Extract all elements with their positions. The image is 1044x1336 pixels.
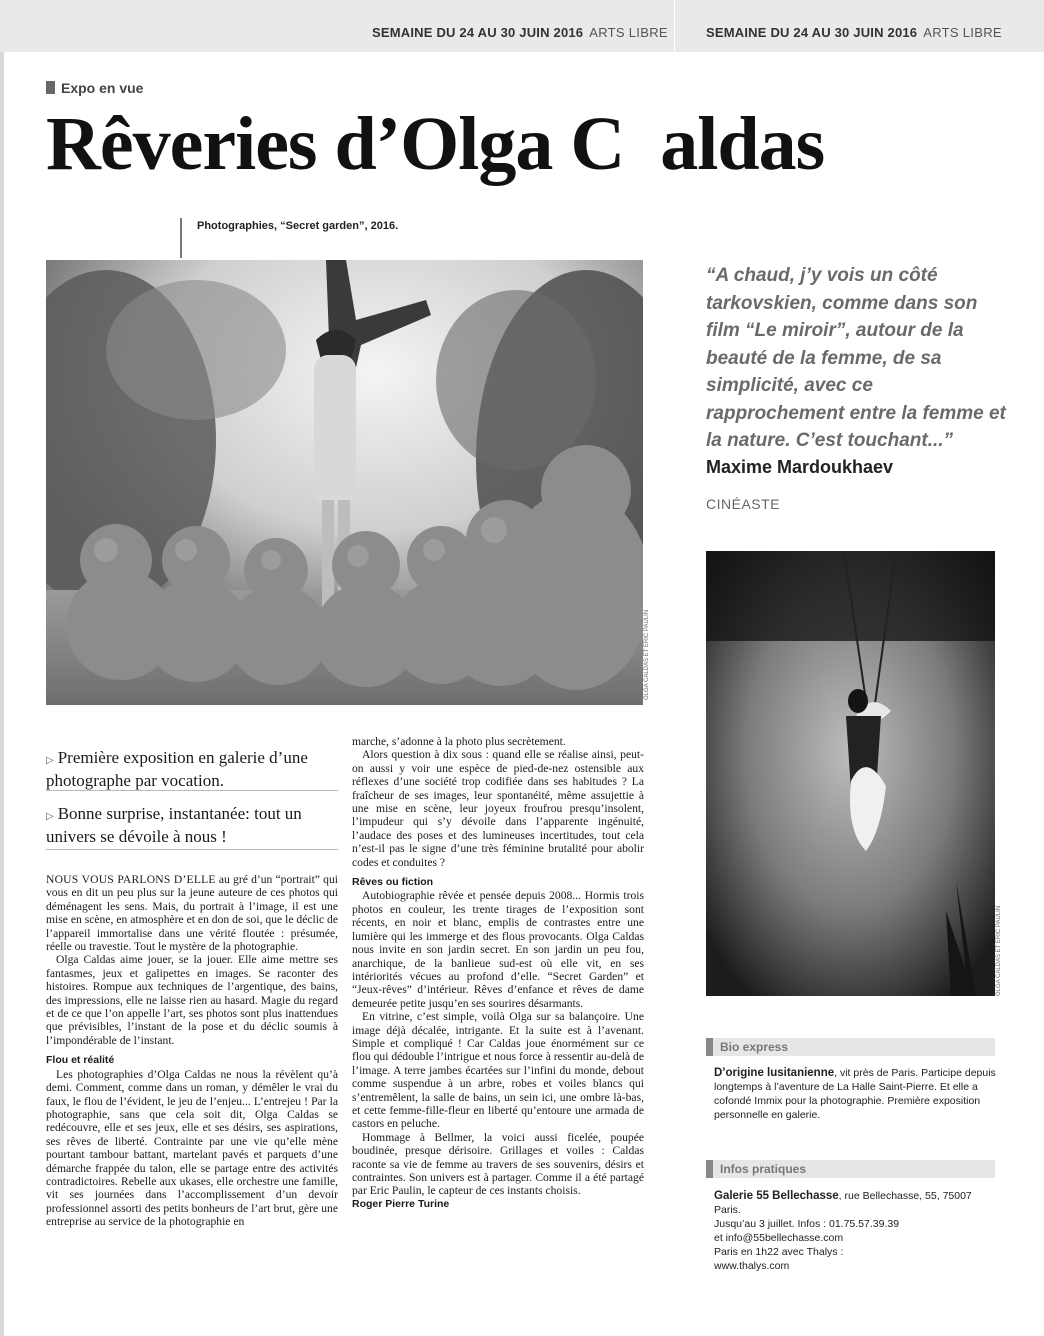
body-paragraph: Olga Caldas aime jouer, se la jouer. Elle aime mettre ses fantasmes, jeux et galipettes en images. Se raconter des histoires. Rompue aux techniques de l’argentique, des bains, des impressions, elle ne laisse rien au hasard. Magie du regard et de ce que l’on appelle l’art, ses photos sont plus inattendues que prévisibles, l’instant de la pose et du déclic soumis à l’impondérable de l’instant. bbox=[46, 953, 338, 1047]
subheading: Rêves ou fiction bbox=[352, 876, 434, 889]
train-line: Paris en 1h22 avec Thalys : bbox=[714, 1246, 844, 1258]
subheading: Flou et réalité bbox=[46, 1054, 115, 1067]
lead-paragraph: NOUS VOUS PARLONS D’ELLE au gré d’un “portrait” qui vous en dit un peu plus sur la jeune auteure de ces photos qui déménagent les sens. Mais, du portrait à l’image, il est une mise en scène, en atmosphère et en don de soi, que le déclic de l’appareil immortalise dans une vérité floutée : présumée, réelle ou travestie. Tout le mystère de la photographie. bbox=[46, 873, 338, 954]
highlight-1: ▷ Première exposition en galerie d’une photographe par vocation. bbox=[46, 748, 308, 790]
swing-image bbox=[706, 551, 995, 996]
top-bar bbox=[0, 0, 1044, 52]
page-fold-divider bbox=[674, 0, 675, 52]
infos-box-header: Infos pratiques bbox=[706, 1160, 995, 1178]
body-paragraph: Autobiographie rêvée et pensée depuis 2008... Hormis trois photos en couleur, les trente tirages de l’exposition sont récents, en noir et blanc, emplis de contrastes entre une lumière qui les immerge et des flous provocants. Olga Caldas nous invite en son jardin secret. En son jardin un peu fou, anarchique, de la banlieue sud-est où elle vit, en ses intériorités vécues au profond d’elle. “Secret Garden” et “Jeux-rêves” d’intérieur. Rêves d’enfance et rêves de dame demeurée petite jusqu’en ses sourires désarmants. bbox=[352, 889, 644, 1010]
article-column-2 bbox=[352, 735, 644, 1211]
page-header-left: SEMAINE DU 24 AU 30 JUIN 2016 ARTS LIBRE bbox=[372, 25, 668, 40]
kicker-square-icon bbox=[46, 81, 55, 94]
body-paragraph: Alors question à dix sous : quand elle se réalise ainsi, peut-on aussi y voir une espèce de pied-de-nez ostensible aux réflexes d’une société trop codifiée dans ses habitudes ? La fraîcheur de ses images, leur spontanéité, même assujettie à une mise en scène, leur joyeux froufrou presqu’insolent, l’impudeur qui s’y dévoile dans l’apparente ingénuité, l’audace des poses et des lumineuses incertitudes, tout cela n’est-il pas le signe d’une très féminine brutalité pour abolir codes et conduites ? bbox=[352, 748, 644, 869]
bullet-arrow-icon: ▷ bbox=[46, 811, 54, 822]
swing-photo bbox=[706, 551, 995, 996]
body-paragraph: En vitrine, c’est simple, voilà Olga sur sa balançoire. Une image déjà décalée, intrigante. Et la suite est à l’avenant. Simple et compliqué ! Car Caldas joue énormément sur ce flou qui dédouble l’intrigue et nous force à ressentir au-delà de l’image. A terre jambes écartées sur l’infini du monde, debout comme suspendue à un arbre, robes et voiles blancs qui s’entremêlent, la salle de bains, un sein ici, une ombre là-bas, et cette femme-fille-fleur en liberté qu’entoure une armada de castors en peluche. bbox=[352, 1010, 644, 1131]
main-photo-credit: OLGA CALDAS ET ERIC PAULIN bbox=[644, 609, 650, 700]
page-header-right: SEMAINE DU 24 AU 30 JUIN 2016 ARTS LIBRE bbox=[706, 25, 1002, 40]
email-line: et info@55bellechasse.com bbox=[714, 1232, 844, 1244]
highlight-separator bbox=[46, 849, 338, 850]
article-title: Rêveries d’Olga C aldas bbox=[46, 102, 825, 186]
quote-author: Maxime Mardoukhaev bbox=[706, 457, 894, 477]
bullet-arrow-icon: ▷ bbox=[46, 755, 54, 766]
bio-box-header: Bio express bbox=[706, 1038, 995, 1056]
body-paragraph: Hommage à Bellmer, la voici aussi ficelée, poupée boudinée, presque dérisoire. Grillages et voiles : Caldas raconte sa vie de femme au travers de ses souvenirs, désirs et contraintes. Son univers est à partager. Comme il a été partagé par Eric Paulin, le capteur de ces instants choisis. bbox=[352, 1130, 644, 1198]
pull-quote: “A chaud, j’y vois un côté tarkovskien, comme dans son film “Le miroir”, autour de la beauté de la femme, de sa simplicité, avec ce rapprochement entre la femme et la nature. C’est touchant...” bbox=[706, 265, 1006, 451]
highlight-2: ▷ Bonne surprise, instantanée: tout un univers se dévoile à nous ! bbox=[46, 804, 302, 846]
caption-rule bbox=[180, 218, 182, 258]
section-kicker: Expo en vue bbox=[46, 80, 143, 96]
body-paragraph: Les photographies d’Olga Caldas ne nous la révèlent qu’à demi. Comment, comme dans un roman, y démêler le vrai du faux, le flou de l’évident, le jeu de l’enjeu... L’entrejeu ! Par la photographie, sans que cela soit dit, Olga Caldas se redécouvre, elle et ses jeux, elle et ses désirs, ses aspirations, ses rêves de liberté. Contrainte par une vie qu’elle mène pourtant tambour battant, martelant pavés et parquets d’une démarche frappée du talon, elle se partage entre des activités contradictoires. Rebelle aux ukases, elle orchestre une famille, vit ses journées dans l’accomplissement d’un devoir professionnel assorti des petits bonheurs de l’art brut, gère une entreprise au service de la photographie en bbox=[46, 1067, 338, 1229]
photo-caption: Photographies, “Secret garden”, 2016. bbox=[197, 220, 399, 232]
quote-role: CINÉASTE bbox=[706, 496, 781, 512]
highlight-separator bbox=[46, 790, 338, 791]
page-edge bbox=[0, 52, 4, 1336]
body-paragraph: marche, s’adonne à la photo plus secrètement. bbox=[352, 735, 566, 748]
infos-box-body bbox=[714, 1189, 999, 1273]
byline: Roger Pierre Turine bbox=[352, 1197, 450, 1210]
web-link[interactable]: www.thalys.com bbox=[714, 1260, 790, 1272]
main-photo bbox=[46, 260, 643, 705]
swing-photo-credit: OLGA CALDAS ET ERIC PAULIN bbox=[996, 905, 1002, 996]
bio-box-body: D’origine lusitanienne, vit près de Paris. Participe depuis longtemps à l’aventure de La Halle Saint-Pierre. Et elle a cofondé Immix pour la photographie. Première exposition personnelle en galerie. bbox=[714, 1067, 996, 1121]
teddy-bears-garden-image bbox=[46, 260, 643, 705]
article-column-1 bbox=[46, 873, 338, 1229]
dates-line: Jusqu’au 3 juillet. Infos : 01.75.57.39.39 bbox=[714, 1218, 900, 1230]
venue-line: Galerie 55 Bellechasse, rue Bellechasse, 55, 75007 Paris. bbox=[714, 1190, 972, 1216]
